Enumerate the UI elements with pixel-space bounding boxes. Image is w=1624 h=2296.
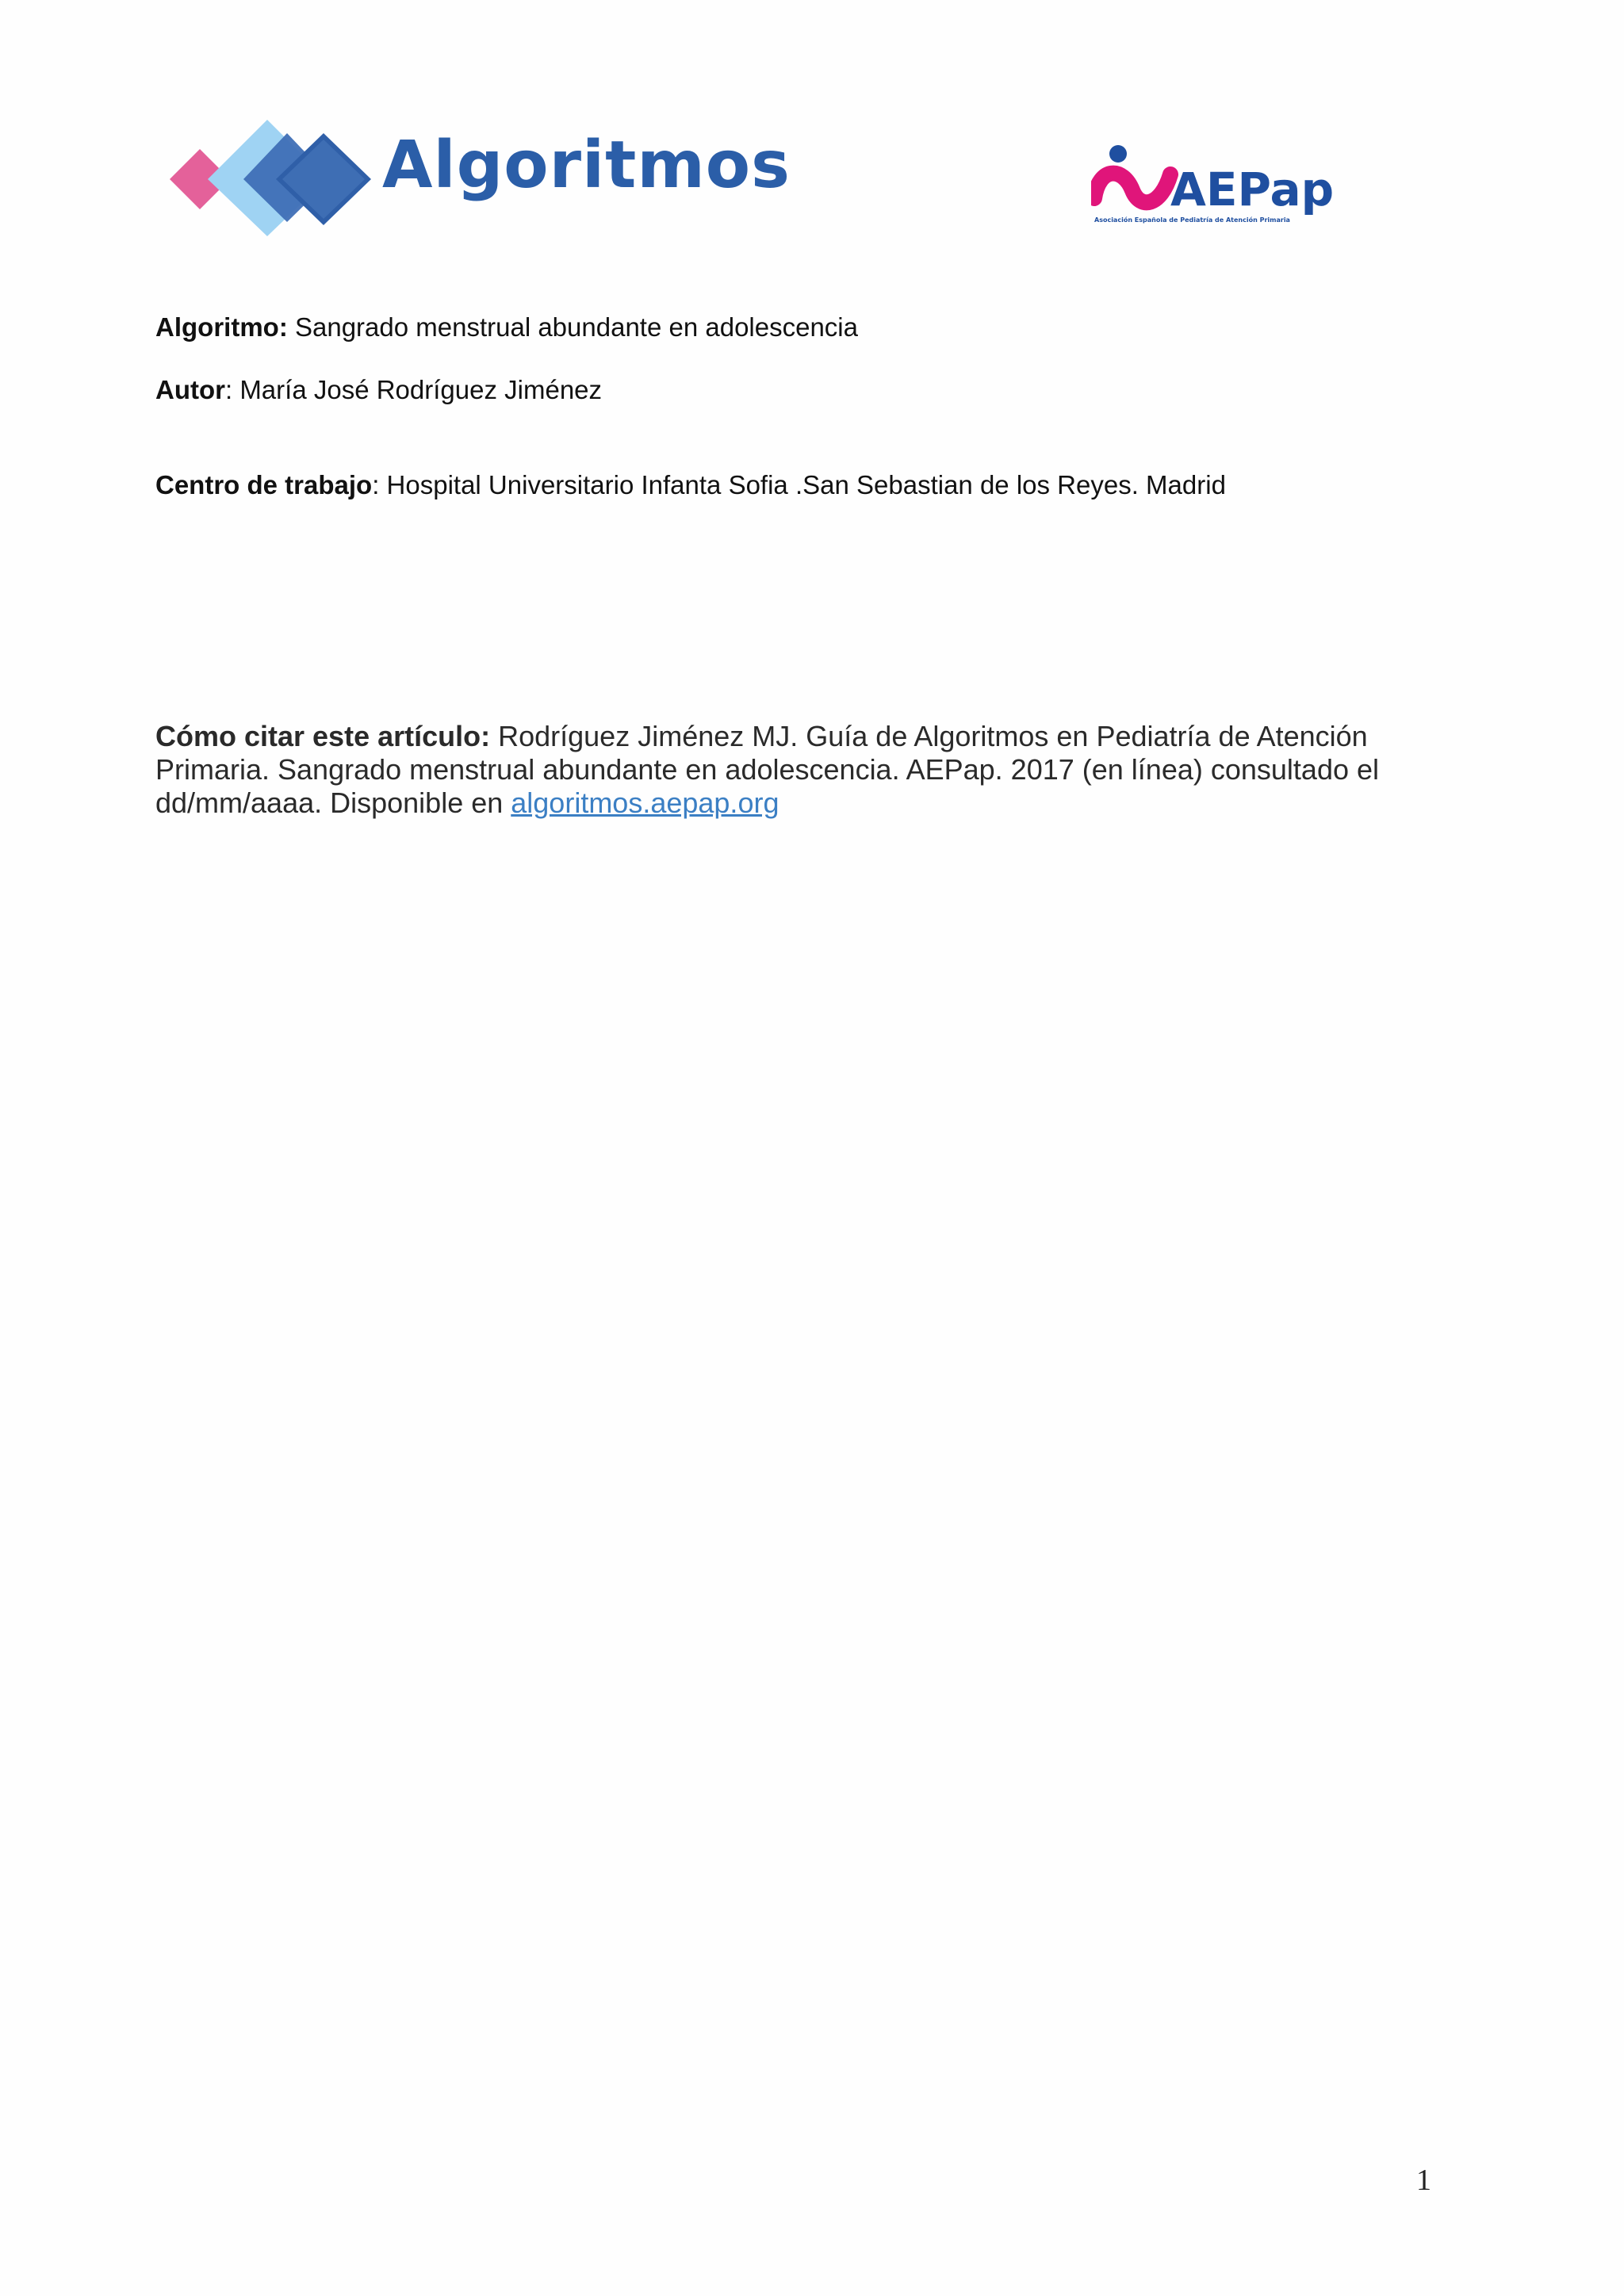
aepap-figure-icon: [1091, 143, 1178, 218]
autor-field: [155, 373, 602, 406]
autor-label: Autor: [155, 375, 225, 404]
algoritmo-label: Algoritmo:: [155, 312, 288, 342]
algoritmo-field: [155, 311, 858, 343]
aepap-logo-text: AEPap: [1170, 163, 1335, 216]
centro-value: : Hospital Universitario Infanta Sofia .San Sebastian de los Reyes. Madrid: [372, 470, 1226, 499]
centro-field: [155, 469, 1226, 501]
citation-link[interactable]: algoritmos.aepap.org: [511, 786, 779, 819]
algoritmos-logo-text: Algoritmos: [382, 128, 791, 203]
aepap-logo: [1091, 143, 1353, 230]
aepap-logo-subtitle: Asociación Española de Pediatría de Atención Primaria: [1094, 216, 1290, 224]
algoritmos-logo: [168, 117, 802, 236]
citation-label: Cómo citar este artículo:: [155, 720, 491, 752]
autor-value: : María José Rodríguez Jiménez: [224, 375, 603, 404]
centro-label: Centro de trabajo: [155, 470, 373, 499]
page-number: 1: [1416, 2164, 1431, 2197]
algoritmo-value: Sangrado menstrual abundante en adolescencia: [287, 312, 858, 342]
citation-paragraph: [155, 720, 1424, 820]
citation-text: Rodríguez Jiménez MJ. Guía de Algoritmos en Pediatría de Atención Primaria. Sangrado menstrual abundante en adolescencia. AEPap. 2017 (en línea) consultado el dd/mm/aaaa. Disponible en: [155, 720, 1380, 819]
diamonds-logo-icon: [168, 117, 382, 236]
